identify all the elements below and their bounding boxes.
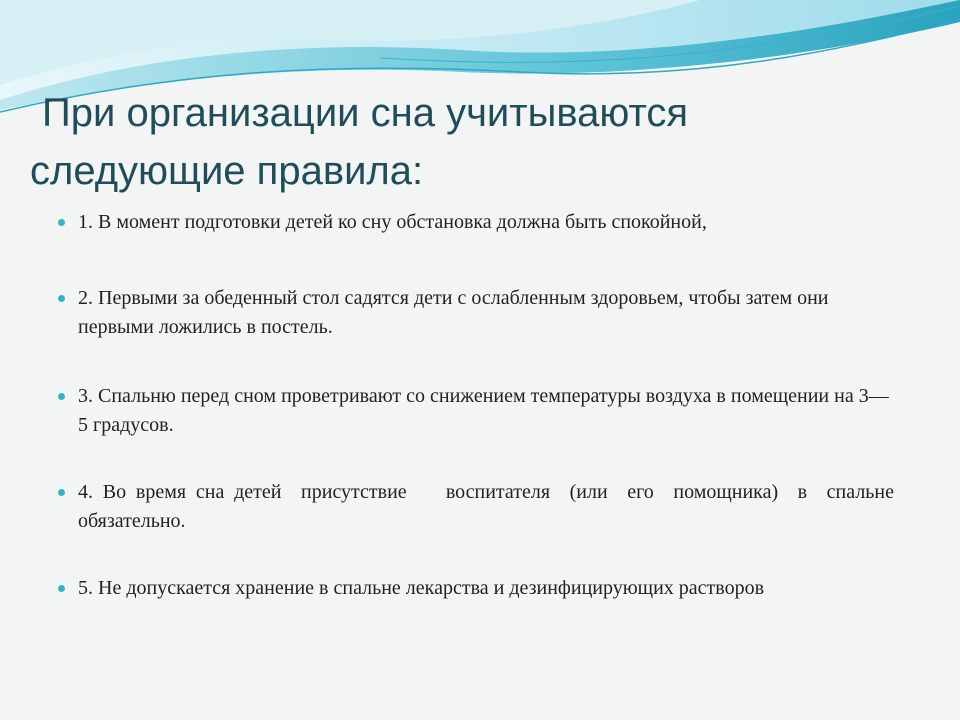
bullet-icon xyxy=(58,489,65,496)
rule-text: 1. В момент подготовки детей ко сну обстановка должна быть спокойной, xyxy=(78,211,707,233)
slide-title-line-1: При организации сна учитываются xyxy=(42,91,689,135)
rule-text: 4. Во время сна детей присутствие воспитателя (или его помощника) в спальне обязательно. xyxy=(78,481,904,532)
rule-text: 3. Спальню перед сном проветривают со снижением температуры воздуха в помещении на 3—5 градусов. xyxy=(78,385,889,436)
bullet-icon xyxy=(58,219,65,226)
rule-text: 2. Первыми за обеденный стол садятся дети с ослабленным здоровьем, чтобы затем они первыми ложились в постель. xyxy=(78,287,829,338)
bullet-icon xyxy=(58,295,65,302)
rule-text: 5. Не допускается хранение в спальне лекарства и дезинфицирующих растворов xyxy=(78,577,765,599)
slide-title xyxy=(30,84,930,200)
bullet-icon xyxy=(58,585,65,592)
slide-title-line-2: следующие правила: xyxy=(30,149,424,193)
bullet-icon xyxy=(58,393,65,400)
